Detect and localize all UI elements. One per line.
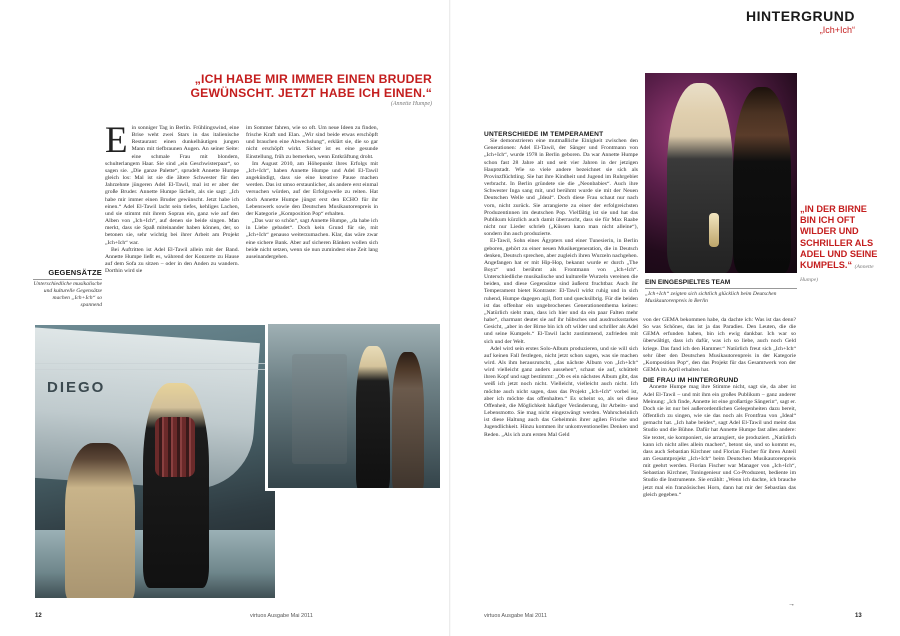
article-column-3 bbox=[484, 131, 638, 439]
pull-quote-attribution: (Annette Humpe) bbox=[390, 101, 432, 107]
subheading: UNTERSCHIEDE IM TEMPERAMENT bbox=[484, 131, 604, 138]
page-gutter bbox=[449, 0, 451, 636]
folio-left bbox=[35, 613, 42, 619]
folio-info-right: virtuos Ausgabe Mai 2011 bbox=[484, 613, 547, 619]
trophy bbox=[709, 213, 719, 247]
paragraph: El-Tawil, Sohn eines Ägypters und einer Tunesierin, in Berlin geboren, gehört zu einer neuen Musikergeneration, die in Deutsch denken, Deutsch sprechen, aber zugleich ihren Wurzeln nachgehen. Angefangen hat er mit Hip-Hop, bekannt wurde er durch „The Boyz“ und berühmt als Frontmann von „Ich+Ich“. Unterschiedliche musikalische und kulturelle Wurzeln vereinen die beiden, und diese Gegensätze sind äußerst fruchtbar. Auch ihr Temperament bietet Kontraste: El-Tawil wirkt ruhig und in sich ruhend, Humpe dagegen agil, flott und quecksilbrig. Für die beiden ist das offenbar ein ungebrochenes Generationenthema keines: „Natürlich sieht man, dass ich hier und da ein paar Falten mehr habe“, charmant deutet sie auf ihr hübsches und ausdrucksstarkes Gesicht, „aber in der Birne bin ich oft wilder und schriller als Adel und seine Kumpels.“ El-Tawil lacht zustimmend, zufrieden mit sich und der Welt. bbox=[484, 238, 638, 345]
sidebar-heading: GEGENSÄTZE bbox=[33, 268, 102, 280]
paragraph: Annette Humpe mag ihre Stimme nicht, sagt sie, da aber ist Adel El-Tawil – und mit ihm ein großes Publikum – ganz anderer Meinung: „Ich finde, Annette ist eine großartige Sängerin“, sagt er. Doch sie ist nur bei außerordentlichen Gelegenheiten dazu bereit, öffentlich zu singen, wie sie das noch als Frontfrau von „Ideal“ gemacht hat. „Ich habe beides“, sagt Adel El-Tawil und meint das Studio und die Bühne. Dafür hat Annette Humpe fast alles andere: Sie textet, sie komponiert, sie arrangiert, sie produziert. „Natürlich kann ich nicht alles allein machen“, betont sie, und so kommt es, dass auch Sebastian Kirchner und Florian Fischer für ihren Anteil am Gesamtprojekt „Ich+Ich“ beim Deutschen Musikautorenpreis mit geehrt werden. Florian Fischer war Manager von „Ich+Ich“, Sebastian Kirchner, Toningenieur und Co-Produzent, bediente im Studio die Instrumente. Sie erzählt: „Wenn ich dachte, ich brauche jetzt mal ein französisches Horn, dann hat mir der Sebastian das gleich gegeben.“ bbox=[643, 384, 796, 498]
pull-quote-text: „IN DER BIRNE BIN ICH OFT WILDER UND SCHRILLER ALS ADEL UND SEINE KUMPELS.“ (Annette Humpe) bbox=[800, 204, 878, 284]
folio-right bbox=[855, 613, 862, 619]
page-number: 13 bbox=[855, 613, 862, 619]
paragraph: Sie demonstrieren eine mutmaßliche Einigkeit zwischen den Generationen: Adel El-Tawil, der Sänger und Frontmann von „Ich+Ich“, wurde 1978 in Berlin geboren. Da war Annette Humpe schon fast 28 Jahre alt und seit vier Jahren in der jetzigen Hauptstadt. Wie so viele andere bezeichnet sie sich als Provinzflüchtling. Sie hat ihre Kindheit und Jugend im Ruhrgebiet verbracht. In Berlin gründete sie die „Neonbabies“. Auch ihre Schwester Inga sang mit, und berühmt wurde sie mit der Neuen Deutschen Welle und „Ideal“. Doch diese Frau schaut nur nach vorn, nicht zurück. Sie arrangierte zu einer der erfolgreichsten Produzentinnen im deutschen Pop. Vielfältig ist sie und hat das Publikum kürzlich auch damit überrascht, dass sie für Max Raabe nicht nur Lieder schrieb („Küssen kann man nicht alleine“), sondern ihn auch produzierte. bbox=[484, 138, 638, 238]
caption-text: „Ich+Ich“ zeigten sich sichtlich glücklich beim Deutschen Musikautorenpreis in Berlin bbox=[645, 291, 777, 304]
paragraph: Adel wird sein erstes Solo-Album produzieren, und sie will sich auf keinen Fall festlegen, nicht jetzt schon sagen, was sie machen wird. Als ihm herausrutscht, „das nächste Album von „Ich+Ich“ wird vielleicht ganz anders aussehen“, schaut sie auf, schüttelt ihren Kopf und sagt bestimmt: „Ob es ein nächstes Album gibt, das weiß ich jetzt noch nicht. Vielleicht, vielleicht auch nicht. Ich möchte auch nicht sagen, dass das Projekt „Ich+Ich“ vorbei ist, aber ich möchte das offenhalten.“ Es scheint so, als sei diese Offenheit, die Möglichkeit häufiger Veränderung, ihr Arbeits- und Lebensmotto. Sie mag nicht eingezwängt werden. Wahrscheinlich ist diese Haltung auch das Geheimnis ihrer agilen Frische und Jugendlichkeit. Hinzu kommen ihr unkomventionelles Denken und Reden. „Als ich zum ersten Mal Geld bbox=[484, 345, 638, 438]
folio-info-left: virtuos Ausgabe Mai 2011 bbox=[250, 613, 313, 619]
dropcap: E bbox=[105, 120, 128, 161]
pull-quote-text: „ICH HABE MIR IMMER EINEN BRUDER GEWÜNSCHT. JETZT HABE ICH EINEN.“ bbox=[190, 72, 432, 100]
section-header bbox=[555, 8, 855, 35]
ship-rail bbox=[35, 363, 275, 364]
duo-photo bbox=[265, 321, 443, 491]
ship-name-label: DIEGO bbox=[47, 379, 106, 396]
article-column-2 bbox=[246, 125, 378, 261]
ship-door bbox=[292, 354, 347, 464]
photo-figure-man bbox=[65, 443, 135, 598]
subheading: DIE FRAU IM HINTERGRUND bbox=[643, 377, 739, 385]
ship-rail bbox=[35, 369, 275, 370]
pull-quote-attribution: (Annette Humpe) bbox=[800, 264, 874, 284]
paragraph: im Sommer fahren, wie so oft. Um neue Ideen zu finden, frische Kraft und Elan. „Wir sind beide etwas erschöpft und brauchen eine Abwechslung“, erklärt sie, die so gar nicht erschöpft wirkt. Sicher ist es eine gesunde Einstellung, früh zu bemerken, wenn Entkräftung droht. bbox=[246, 125, 378, 160]
paragraph: Bei Auftritten ist Adel El-Tawil allein mit der Band. Annette Humpe ließt es, während der Konzerte zu Hause auf dem Sofa zu sitzen – oder in den Anden zu wandern. Dorthin wird sie bbox=[105, 246, 239, 275]
harbor-photo bbox=[35, 325, 275, 598]
paragraph: Ein sonniger Tag in Berlin. Frühlingswind, eine Brise weht zwei Stars in das italienische Restaurant: einen dunkelhäutigen jungen Mann mit tiefbraunen Augen. An seiner Seite: eine schmale Frau mit blondem, schulterlangem Haar. Sie sind „ein Geschwisterpaar“, so sagen sie. „Die ganze Palette“, sprudelt Annette Humpe gleich los: Mal ist sie die ältere Schwester für den Jahrzehnte jüngeren Adel El-Tawil, mal ist er aber der große Bruder. Annette Humpe lächelt, als sie sagt: „Ich habe mir immer einen Bruder gewünscht. Jetzt habe ich einen.“ Adel El-Tawil lacht sein tiefes, kehliges Lachen, und sie stimmt mit ihrem Sopran ein, ganz wie auf den Alben von „Ich+Ich“, auf denen sie beide singen. Man merkt, dass sie Spaß miteinander haben können, der, so betonen sie, sehr wichtig bei ihrer Arbeit am Projekt „Ich+Ich“ war. bbox=[105, 120, 239, 246]
paragraph: „Das war so schön“, sagt Annette Humpe, „da habe ich in Liebe gebadet“. Doch kein Grund für sie, mit „Ich+Ich“ genauso weiterzumachen. Klar, das wäre zwar eine sichere Bank. Aber auf sicheren Bänken wollen sich beide nicht setzen, wenn sie nun zumindest eine Zeit lang auseinandergehen. bbox=[246, 218, 378, 260]
photo-figure-woman bbox=[143, 383, 209, 588]
page-number: 12 bbox=[35, 613, 42, 619]
photo-figure-man bbox=[733, 87, 791, 273]
article-column-4 bbox=[643, 317, 796, 499]
caption-heading: EIN EINGESPIELTES TEAM bbox=[645, 279, 797, 289]
paragraph: von der GEMA bekommen habe, da dachte ich: Was ist das denn? So was Schönes, das ist ja das Paradies. Den Leuten, die die GEMA erfunden haben, bin ich ewig dankbar. Ich war so überwältigt, dass ich dafür, was ich so liebe, auch noch Geld kriege. Das fand ich den Hammer.“ Natürlich freut sich „Ich+Ich“ sehr über den Deutschen Musikautorenpreis in der Kategorie „Komposition Pop“, den das Projekt für das Gesamtwerk von der GEMA im April erhalten hat. bbox=[643, 317, 796, 374]
section-title: HINTERGRUND bbox=[746, 8, 855, 24]
sidebar-caption: Unterschiedliche musikalische und kulturelle Gegensätze machen „Ich+Ich“ so spannend bbox=[33, 281, 102, 308]
article-column-1 bbox=[105, 120, 239, 275]
paragraph: Im August 2010, am Höhepunkt ihres Erfolgs mit „Ich+Ich“, haben Annette Humpe und Adel El-Tawil angekündigt, dass sie eine kreative Pause machen werden. Das ist umso erstaunlicher, als andere erst einmal versuchen würden, auf der Erfolgswelle zu reiten. Hat doch Annette Humpe jüngst erst den ECHO für ihr Lebenswerk sowie den Deutschen Musikautorenpreis in der Kategorie „Komposition Pop“ erhalten. bbox=[246, 160, 378, 217]
photo-figure-man bbox=[392, 352, 424, 491]
award-photo bbox=[645, 73, 797, 273]
photo-collage bbox=[35, 321, 410, 601]
photo-figure-woman bbox=[356, 346, 390, 491]
continue-arrow-icon: → bbox=[788, 600, 795, 608]
photo-scarf bbox=[155, 417, 195, 477]
pull-quote-right bbox=[800, 204, 880, 286]
pull-quote-left bbox=[170, 72, 432, 107]
photo-figure-woman bbox=[667, 83, 733, 273]
section-subtitle: „Ich+Ich“ bbox=[819, 25, 855, 35]
